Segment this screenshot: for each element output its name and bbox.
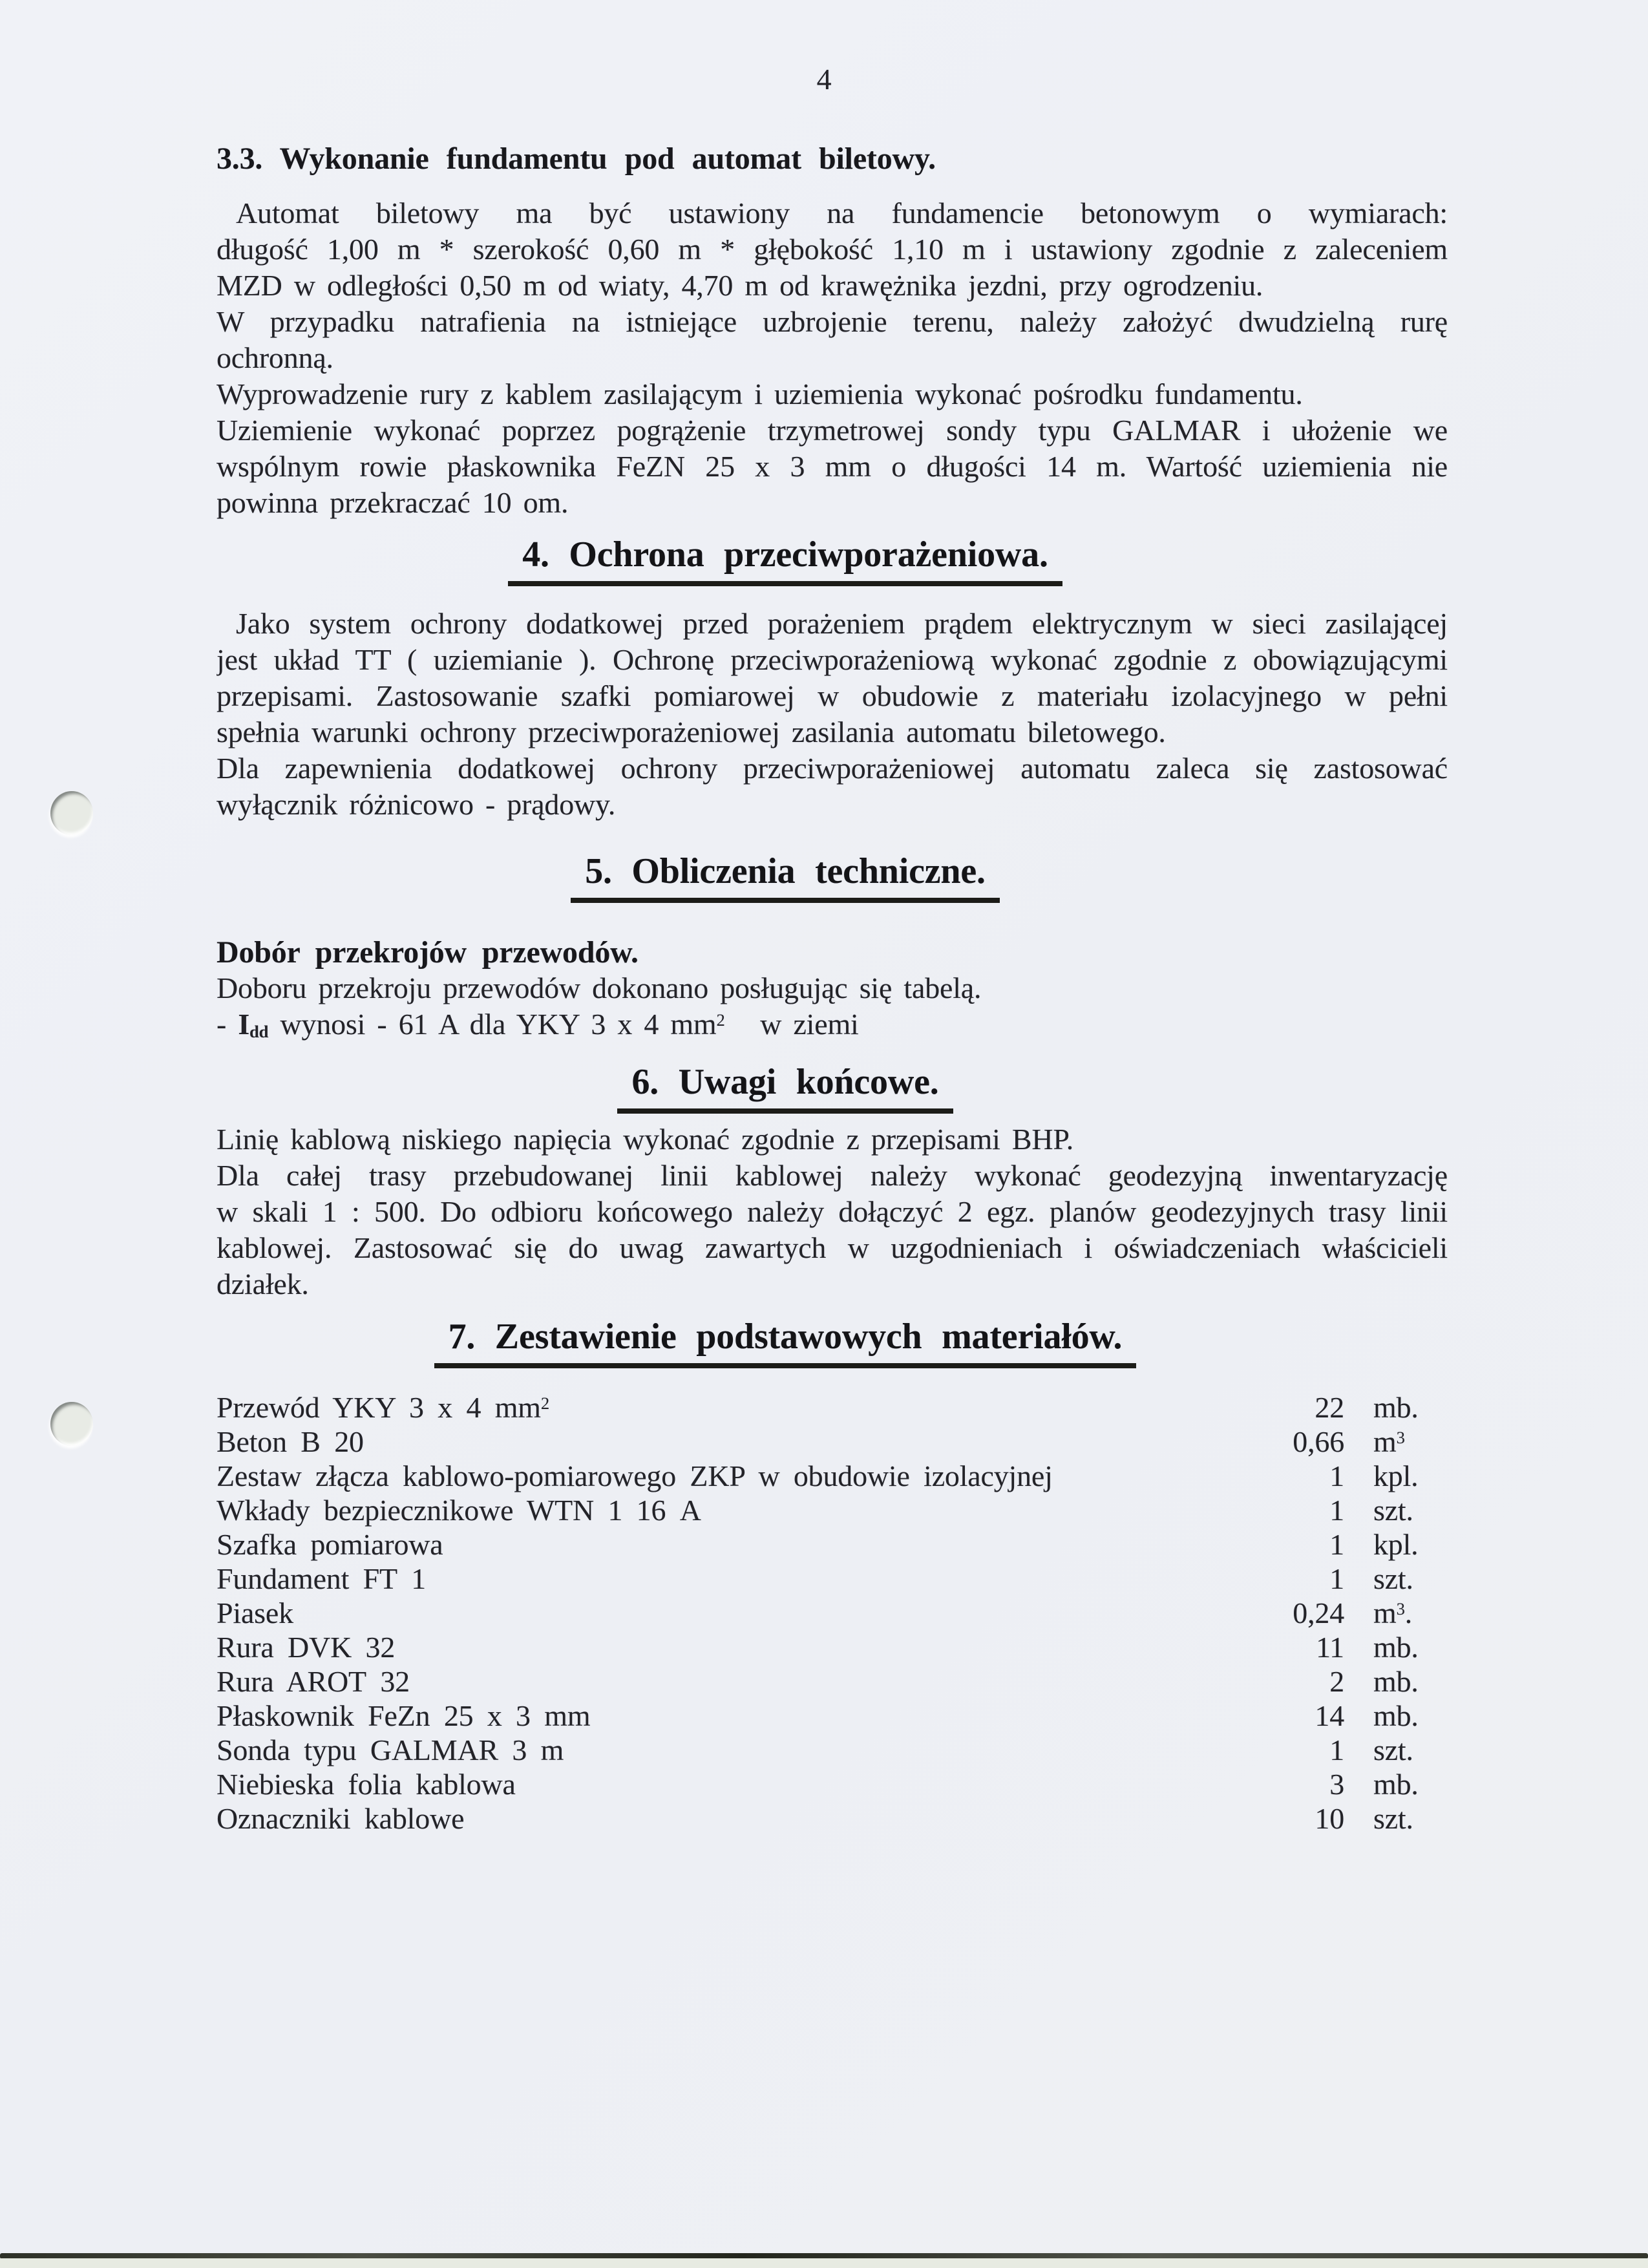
idd-mid: wynosi - 61 A dla YKY 3 x 4 mm (268, 1008, 717, 1041)
material-row (217, 1494, 1448, 1528)
material-row (217, 1425, 1448, 1459)
text-line: Automat biletowy ma być ustawiony na fundamencie betonowym o wymiarach: (236, 196, 1448, 229)
material-quantity: 11 (1316, 1631, 1344, 1664)
section-6-heading: 6. Uwagi końcowe. (617, 1061, 953, 1114)
material-quantity: 22 (1315, 1391, 1344, 1424)
material-label: Beton B 20 (217, 1425, 364, 1458)
material-label: Oznaczniki kablowe (217, 1802, 465, 1835)
text-line: Uziemienie wykonać poprzez pogrążenie trzymetrowej sondy typu GALMAR i ułożenie we (217, 414, 1448, 447)
material-label: Piasek (217, 1596, 293, 1629)
material-unit: mb. (1373, 1768, 1419, 1801)
material-row (217, 1665, 1448, 1699)
material-unit: mb. (1373, 1665, 1419, 1698)
material-unit: szt. (1373, 1733, 1413, 1766)
text-line: Doboru przekroju przewodów dokonano posługując się tabelą. (217, 971, 982, 1004)
punch-hole-top (50, 791, 93, 835)
material-unit-superscript: 3 (1396, 1427, 1405, 1447)
section-5-heading: 5. Obliczenia techniczne. (571, 851, 1000, 903)
material-unit: mb. (1373, 1391, 1419, 1424)
material-label-superscript: 2 (540, 1393, 550, 1413)
text-line: działek. (217, 1267, 309, 1300)
material-row (217, 1528, 1448, 1562)
material-quantity: 10 (1315, 1802, 1344, 1835)
page-number: 4 (816, 63, 832, 96)
section-5-text (217, 971, 1448, 1043)
materials-list (217, 1391, 1448, 1836)
section-5-heading-wrap (217, 851, 1354, 903)
text-line: długość 1,00 m * szerokość 0,60 m * głębokość 1,10 m i ustawiony zgodnie z zaleceniem (217, 233, 1448, 266)
material-quantity: 0,66 (1293, 1425, 1344, 1458)
section-4-heading-wrap (217, 534, 1354, 586)
material-unit: szt. (1373, 1562, 1413, 1595)
material-label: Fundament FT 1 (217, 1562, 427, 1595)
material-unit: kpl. (1373, 1528, 1419, 1561)
material-label: Przewód YKY 3 x 4 $mm^2$ (217, 1391, 550, 1424)
text-line: ochronną. (217, 341, 333, 374)
material-unit: mb. (1373, 1631, 1419, 1664)
material-quantity: 1 (1329, 1459, 1344, 1492)
material-unit: $m^3$ (1373, 1425, 1405, 1458)
text-line: Dla całej trasy przebudowanej linii kablowej należy wykonać geodezyjną inwentaryzację (217, 1159, 1448, 1192)
material-unit-superscript: 3 (1396, 1598, 1405, 1618)
material-row (217, 1802, 1448, 1836)
text-line: przepisami. Zastosowanie szafki pomiarowej w obudowie z materiału izolacyjnego w pełni (217, 679, 1448, 712)
material-quantity: 1 (1329, 1562, 1344, 1595)
material-quantity: 2 (1329, 1665, 1344, 1698)
text-line: Wyprowadzenie rury z kablem zasilającym i uziemienia wykonać pośrodku fundamentu. (217, 377, 1303, 410)
material-row (217, 1631, 1448, 1665)
material-label: Płaskownik FeZn 25 x 3 mm (217, 1699, 591, 1732)
section-7-heading-wrap (217, 1316, 1354, 1368)
material-row (217, 1733, 1448, 1768)
scan-below-edge (0, 2258, 1648, 2268)
section-4-paragraph (217, 606, 1448, 823)
material-label: Rura AROT 32 (217, 1665, 410, 1698)
punch-hole-bottom (50, 1402, 93, 1446)
idd-superscript: 2 (716, 1010, 725, 1030)
material-unit: $m^3$. (1373, 1596, 1413, 1629)
material-label: Zestaw złącza kablowo-pomiarowego ZKP w obudowie izolacyjnej (217, 1459, 1053, 1492)
section-4-heading: 4. Ochrona przeciwporażeniowa. (508, 534, 1062, 586)
idd-suffix: w ziemi (724, 1008, 859, 1041)
material-row (217, 1699, 1448, 1733)
calc-line-idd (217, 1007, 1448, 1043)
text-line: wyłącznik różnicowo - prądowy. (217, 788, 616, 821)
text-line: Jako system ochrony dodatkowej przed porażeniem prądem elektrycznym w sieci zasilającej (236, 607, 1448, 640)
section-5-subheading: Dobór przekrojów przewodów. (217, 935, 639, 970)
material-quantity: 1 (1329, 1494, 1344, 1527)
material-quantity: 3 (1329, 1768, 1344, 1801)
text-line: w skali 1 : 500. Do odbioru końcowego należy dołączyć 2 egz. planów geodezyjnych trasy linii (217, 1195, 1448, 1228)
section-3-3-paragraph (217, 196, 1448, 522)
idd-symbol: I (238, 1008, 250, 1041)
material-quantity: 1 (1329, 1528, 1344, 1561)
material-quantity: 14 (1315, 1699, 1344, 1732)
text-line: spełnia warunki ochrony przeciwporażeniowej zasilania automatu biletowego. (217, 715, 1166, 748)
text-line: wspólnym rowie płaskownika FeZN 25 x 3 mm o długości 14 m. Wartość uziemienia nie (217, 450, 1448, 483)
material-row (217, 1391, 1448, 1425)
material-unit: mb. (1373, 1699, 1419, 1732)
material-label: Niebieska folia kablowa (217, 1768, 516, 1801)
material-unit: szt. (1373, 1494, 1413, 1527)
section-7-heading: 7. Zestawienie podstawowych materiałów. (434, 1316, 1137, 1368)
material-row (217, 1596, 1448, 1631)
material-label: Sonda typu GALMAR 3 m (217, 1733, 564, 1766)
section-6-heading-wrap (217, 1061, 1354, 1114)
text-line: Dla zapewnienia dodatkowej ochrony przeciwporażeniowej automatu zaleca się zastosować (217, 752, 1448, 785)
idd-subscript: dd (249, 1021, 269, 1041)
material-unit: szt. (1373, 1802, 1413, 1835)
material-quantity: 0,24 (1293, 1596, 1344, 1629)
section-6-paragraph (217, 1122, 1448, 1303)
text-line: powinna przekraczać 10 om. (217, 486, 569, 519)
text-line: kablowej. Zastosować się do uwag zawartych w uzgodnieniach i oświadczeniach właścicieli (217, 1231, 1448, 1264)
material-label: Wkłady bezpiecznikowe WTN 1 16 A (217, 1494, 701, 1527)
material-unit: kpl. (1373, 1459, 1419, 1492)
text-line: jest układ TT ( uziemianie ). Ochronę przeciwporażeniową wykonać zgodnie z obowiązującymi (217, 643, 1448, 676)
material-row (217, 1562, 1448, 1596)
section-3-3-heading: 3.3. Wykonanie fundamentu pod automat biletowy. (217, 142, 936, 176)
material-quantity: 1 (1329, 1733, 1344, 1766)
material-label: Rura DVK 32 (217, 1631, 396, 1664)
text-line: W przypadku natrafienia na istniejące uzbrojenie terenu, należy założyć dwudzielną rurę (217, 305, 1448, 338)
material-label: Szafka pomiarowa (217, 1528, 443, 1561)
text-line: MZD w odległości 0,50 m od wiaty, 4,70 m od krawężnika jezdni, przy ogrodzeniu. (217, 269, 1263, 302)
text-line: Linię kablową niskiego napięcia wykonać zgodnie z przepisami BHP. (217, 1123, 1073, 1156)
idd-prefix: - (217, 1008, 238, 1041)
material-row (217, 1459, 1448, 1494)
material-row (217, 1768, 1448, 1802)
